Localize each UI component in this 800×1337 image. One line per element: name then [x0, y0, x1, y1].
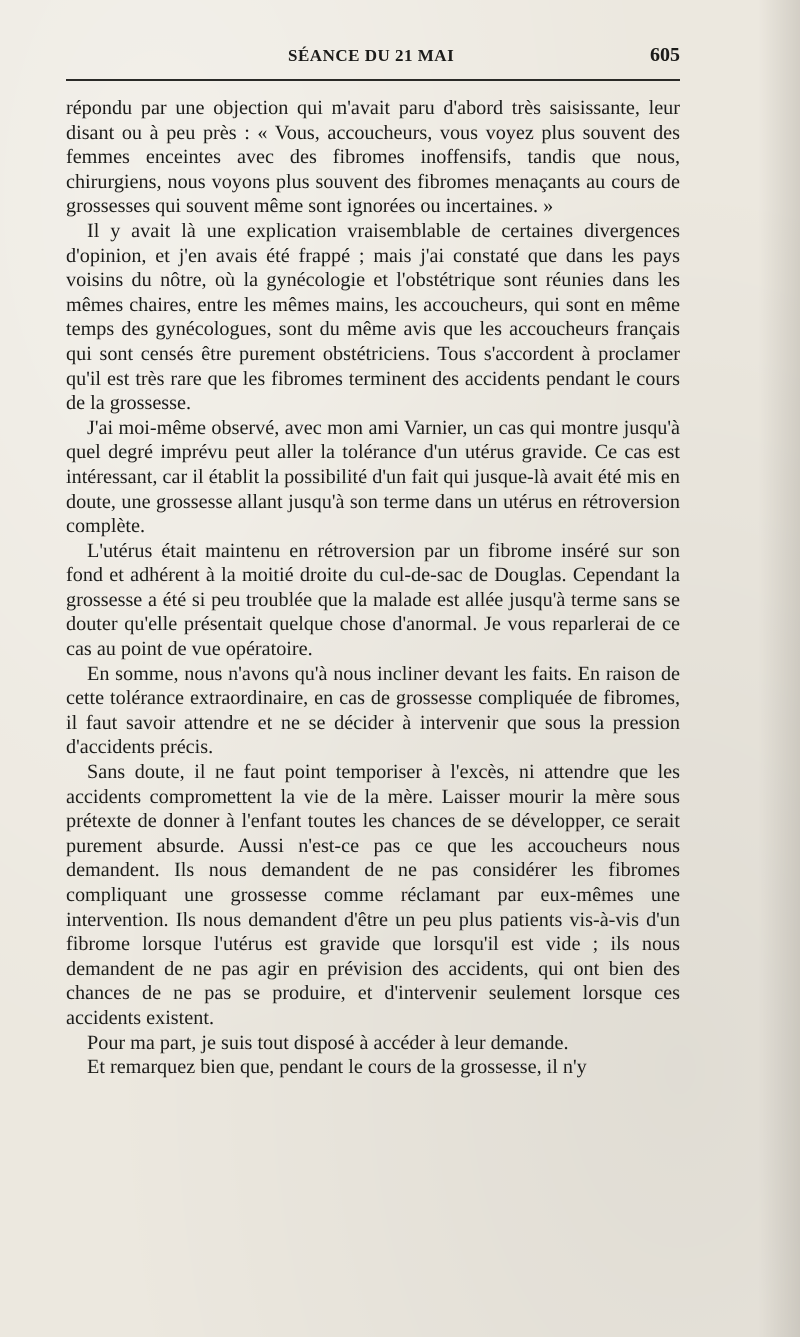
- running-title: SÉANCE DU 21 MAI: [288, 46, 455, 65]
- paragraph-4: L'utérus était maintenu en rétroversion par un fibrome inséré sur son fond et adhérent à la moitié droite du cul-de-sac de Douglas. Cependant la grossesse a été si peu troublée que la malade est allée jusqu'à terme sans se douter qu'elle présentait quelque chose d'anormal. Je vous reparlerai de ce cas au point de vue opératoire.: [66, 539, 680, 661]
- page-edge-shadow: [758, 0, 800, 1337]
- page-number: 605: [650, 44, 680, 66]
- paragraph-2: Il y avait là une explication vraisemblable de certaines divergences d'opinion, et j'en avais été frappé ; mais j'ai constaté que dans les pays voisins du nôtre, où la gynécologie et l'obstétrique sont réunies dans les mêmes chaires, entre les mêmes mains, les accoucheurs, qui sont en même temps des gynécologues, sont du même avis que les accoucheurs français qui sont censés être purement obstétriciens. Tous s'accordent à proclamer qu'il est très rare que les fibromes terminent des accidents pendant le cours de la grossesse.: [66, 219, 680, 415]
- running-head: [66, 46, 680, 72]
- paragraph-6: Sans doute, il ne faut point temporiser à l'excès, ni attendre que les accidents compromettent la vie de la mère. Laisser mourir la mère sous prétexte de donner à l'enfant toutes les chances de se développer, ce serait purement absurde. Aussi n'est-ce pas ce que les accoucheurs nous demandent. Ils nous demandent de ne pas considérer les fibromes compliquant une grossesse comme réclamant par eux-mêmes une intervention. Ils nous demandent d'être un peu plus patients vis-à-vis d'un fibrome lorsque l'utérus est gravide que lorsqu'il est vide ; ils nous demandent de ne pas agir en prévision des accidents, qui ont bien des chances de ne pas se produire, et d'intervenir seulement lorsque ces accidents existent.: [66, 761, 680, 1029]
- paragraph-8: Et remarquez bien que, pendant le cours de la grossesse, il n'y: [87, 1056, 587, 1079]
- header-rule: [66, 79, 680, 81]
- body-text: [66, 96, 680, 1080]
- paragraph-5: En somme, nous n'avons qu'à nous incliner devant les faits. En raison de cette tolérance extraordinaire, en cas de grossesse compliquée de fibromes, il faut savoir attendre et ne se décider à intervenir que sous la pression d'accidents précis.: [66, 662, 680, 759]
- paragraph-1: répondu par une objection qui m'avait paru d'abord très saisissante, leur disant ou à peu près : « Vous, accoucheurs, vous voyez plus souvent des femmes enceintes avec des fibromes inoffensifs, tandis que nous, chirurgiens, nous voyons plus souvent des fibromes menaçants au cours de grossesses qui souvent même sont ignorées ou incertaines. »: [66, 97, 680, 218]
- paragraph-7: Pour ma part, je suis tout disposé à accéder à leur demande.: [87, 1031, 569, 1054]
- paragraph-3: J'ai moi-même observé, avec mon ami Varnier, un cas qui montre jusqu'à quel degré imprévu peut aller la tolérance d'un utérus gravide. Ce cas est intéressant, car il établit la possibilité d'un fait qui jusque-là avait été mis en doute, une grossesse allant jusqu'à son terme dans un utérus en rétroversion complète.: [66, 416, 680, 538]
